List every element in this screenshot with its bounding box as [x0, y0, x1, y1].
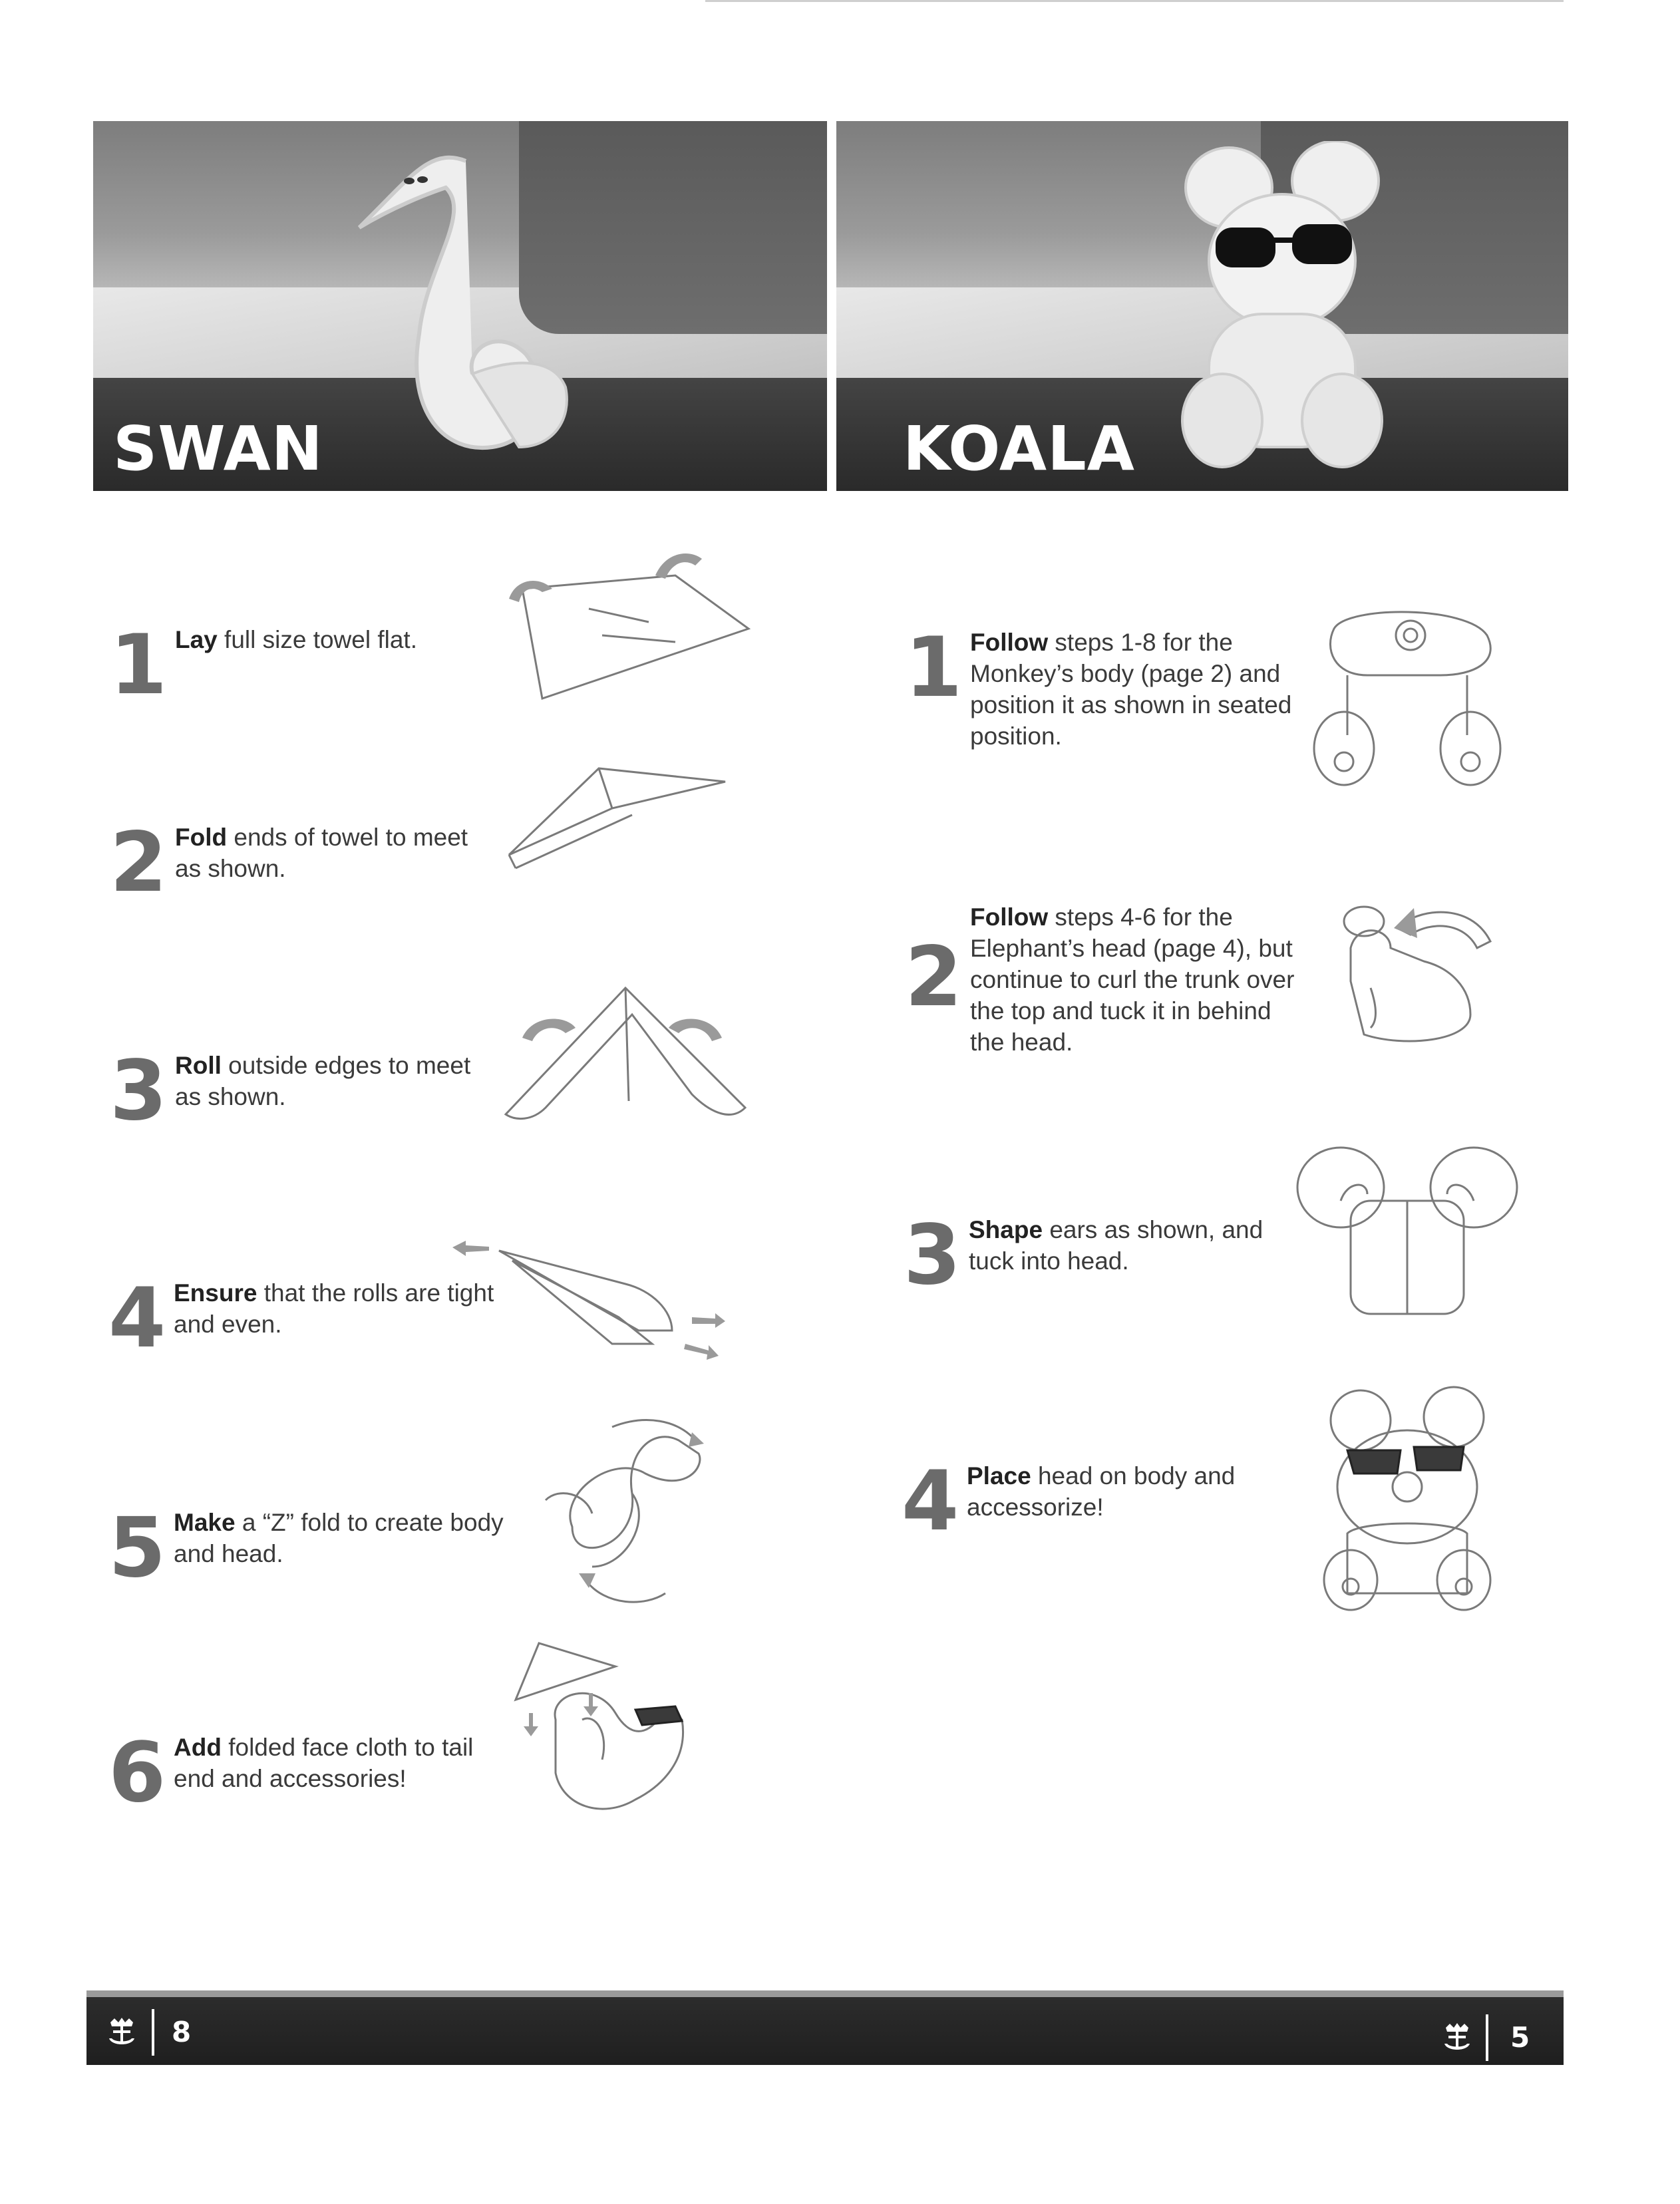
tight-rolls-illustration — [452, 1237, 725, 1370]
crown-anchor-logo-icon — [105, 2016, 138, 2049]
step-text: Roll outside edges to meet as shown. — [175, 1052, 471, 1110]
step-number: 2 — [110, 815, 168, 911]
step-text: Make a “Z” fold to create body and head. — [174, 1509, 504, 1567]
footer-separator — [152, 2009, 154, 2056]
swan-title: SWAN — [113, 413, 323, 484]
step-number: 4 — [902, 1454, 959, 1549]
face-cloth-tail-illustration — [509, 1640, 722, 1839]
step-text: Fold ends of towel to meet as shown. — [175, 824, 468, 882]
page-number-left: 8 — [172, 2016, 192, 2048]
flat-towel-illustration — [502, 542, 755, 708]
finished-koala-illustration — [1321, 1380, 1500, 1620]
page-number-right: 5 — [1510, 2021, 1530, 2054]
step-number: 4 — [108, 1271, 166, 1366]
curled-trunk-head-illustration — [1337, 881, 1504, 1054]
rolled-edges-illustration — [492, 975, 752, 1128]
step-number: 1 — [110, 617, 168, 713]
step-text: Shape ears as shown, and tuck into head. — [969, 1216, 1263, 1275]
top-edge-line — [705, 0, 1564, 2]
koala-photo — [836, 121, 1568, 491]
step-text: Lay full size towel flat. — [175, 626, 417, 653]
swan-photo — [93, 121, 827, 491]
koala-title: KOALA — [903, 413, 1135, 484]
step-number: 3 — [110, 1043, 168, 1139]
step-number: 1 — [905, 620, 963, 716]
crown-anchor-logo-icon — [1440, 2021, 1474, 2054]
step-text: Follow steps 4-6 for the Elephant’s head (page 4), but continue to curl the trunk over the top and tuck it in behind the head. — [970, 903, 1295, 1056]
koala-ears-illustration — [1294, 1141, 1520, 1321]
step-text: Add folded face cloth to tail end and accessories! — [174, 1734, 474, 1792]
step-text: Follow steps 1-8 for the Monkey’s body (page 2) and position it as shown in seated position. — [970, 629, 1292, 750]
page-footer-bar — [86, 1990, 1564, 2065]
step-text: Ensure that the rolls are tight and even. — [174, 1279, 494, 1338]
footer-separator — [1486, 2014, 1488, 2061]
step-number: 2 — [905, 929, 963, 1025]
step-number: 5 — [108, 1500, 166, 1596]
towel-swan-figure — [333, 134, 572, 480]
step-number: 6 — [108, 1725, 166, 1821]
folded-triangle-illustration — [499, 762, 732, 875]
step-number: 3 — [904, 1207, 961, 1303]
step-text: Place head on body and accessorize! — [967, 1462, 1236, 1521]
z-fold-illustration — [532, 1414, 719, 1613]
towel-koala-figure — [1169, 141, 1395, 487]
seated-body-illustration — [1307, 602, 1507, 792]
